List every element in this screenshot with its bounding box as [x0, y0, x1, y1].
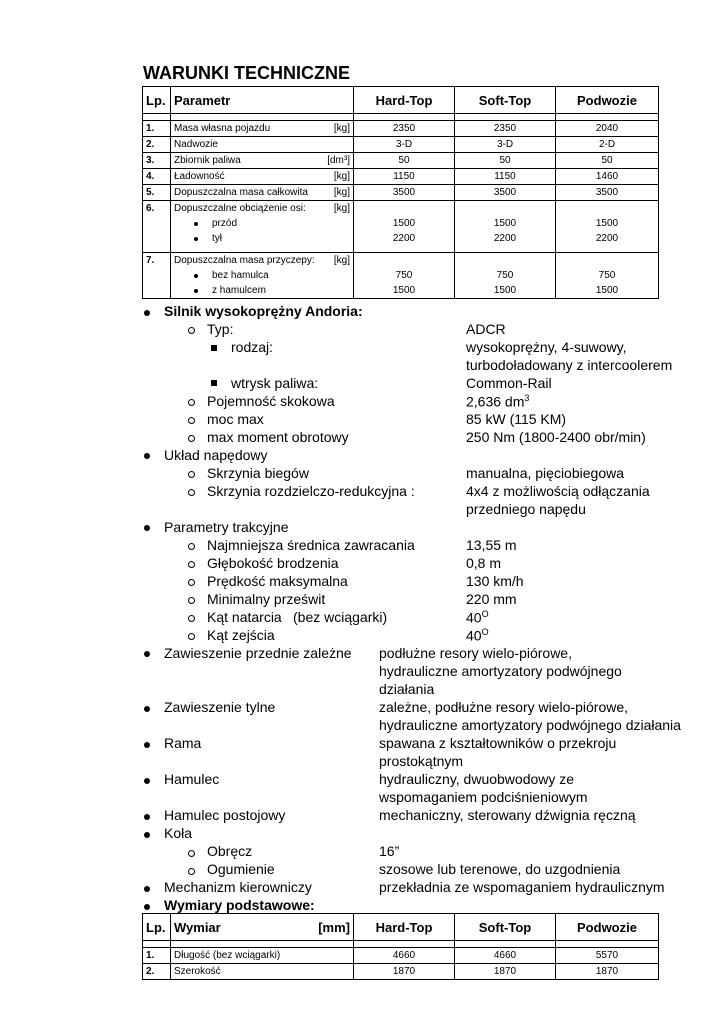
spec-value: przekładnia ze wspomaganiem hydraulicznym: [379, 879, 665, 895]
bullet-icon: [144, 706, 150, 712]
circle-bullet-icon: [188, 471, 195, 478]
circle-bullet-icon: [188, 633, 195, 640]
spec-label: Skrzynia biegów: [207, 465, 309, 481]
col-lp: Lp.: [143, 87, 171, 114]
spec-value: Common-Rail: [466, 375, 552, 391]
page-title: WARUNKI TECHNICZNE: [143, 63, 350, 83]
col-unit: [mm]: [305, 914, 354, 941]
spec-label: Zawieszenie tylne: [164, 699, 276, 715]
spec-value: hydrauliczne amortyzatory podwójnego: [379, 663, 622, 679]
spec-value: mechaniczny, sterowany dźwignia ręczną: [379, 807, 636, 823]
table-row: 5. Dopuszczalna masa całkowita [kg] 3500 3500 3500: [143, 185, 659, 201]
spec-value: prostokątnym: [379, 753, 464, 769]
spec-value: 16”: [379, 843, 400, 859]
bullet-icon: [144, 778, 150, 784]
spec-label: rodzaj:: [231, 339, 274, 355]
spec-label: max moment obrotowy: [207, 429, 349, 445]
circle-bullet-icon: [188, 327, 195, 334]
bullet-icon: [144, 904, 150, 910]
spec-note: (bez wciągarki): [293, 609, 388, 625]
bullet-icon: [144, 886, 150, 892]
circle-bullet-icon: [188, 417, 195, 424]
spec-label: Ogumienie: [207, 861, 275, 877]
spec-value: $40^O$: [466, 609, 489, 626]
spec-label: Minimalny prześwit: [207, 591, 326, 607]
square-bullet-icon: [211, 380, 217, 386]
spec-label: Hamulec postojowy: [164, 807, 286, 823]
bullet-icon: [144, 742, 150, 748]
bullet-icon: [144, 651, 150, 657]
bullet-icon: [144, 525, 150, 531]
spec-value: 85 kW (115 KM): [466, 411, 567, 427]
spec-label: Mechanizm kierowniczy: [164, 879, 312, 895]
spec-value: zależne, podłużne resory wielo-piórowe,: [379, 699, 629, 715]
col-softtop: Soft-Top: [455, 87, 556, 114]
circle-bullet-icon: [188, 850, 195, 857]
spec-label: Głębokość brodzenia: [207, 555, 339, 571]
table-row: 6. Dopuszczalne obciążenie osi: [kg] przód tył 1500 2200 1500 2200 1500 2200: [143, 201, 659, 253]
table-row: 7. Dopuszczalna masa przyczepy: [kg] bez hamulca z hamulcem 750 1500 750 1500 750 1500: [143, 253, 659, 299]
table-row: 1. Długość (bez wciągarki) 4660 4660 5570: [143, 948, 659, 964]
bullet-icon: [144, 814, 150, 820]
engine-title: Silnik wysokoprężny Andoria:: [164, 303, 363, 319]
table-row: 4. Ładowność [kg] 1150 1150 1460: [143, 169, 659, 185]
spec-value: ADCR: [466, 321, 506, 337]
col-wymiar: Wymiar: [171, 914, 305, 941]
col-podwozie: Podwozie: [556, 914, 659, 941]
bullet-icon: [194, 222, 198, 226]
circle-bullet-icon: [188, 489, 195, 496]
spec-label: Prędkość maksymalna: [207, 573, 348, 589]
spec-value: 2,636 $dm^3$: [466, 393, 530, 410]
spec-label: Hamulec: [164, 771, 220, 787]
spec-value: wysokoprężny, 4-suwowy,: [466, 339, 627, 355]
spec-value: manualna, pięciobiegowa: [466, 465, 624, 481]
spec-value: spawana z kształtowników o przekroju: [379, 735, 617, 751]
spec-label: Skrzynia rozdzielczo-redukcyjna :: [207, 483, 415, 499]
spec-value: turbodoładowany z intercoolerem: [466, 357, 673, 373]
spec-label: Kąt zejścia: [207, 627, 275, 643]
col-podwozie: Podwozie: [556, 87, 659, 114]
spec-value: 250 Nm (1800-2400 obr/min): [466, 429, 646, 445]
spec-value: szosowe lub terenowe, do uzgodnienia: [379, 861, 621, 877]
table-row: 1. Masa własna pojazdu [kg] 2350 2350 2040: [143, 121, 659, 137]
spec-label: Zawieszenie przednie zależne: [164, 645, 352, 661]
spec-label: Typ:: [207, 321, 234, 337]
circle-bullet-icon: [188, 543, 195, 550]
spec-value: podłużne resory wielo-piórowe,: [379, 645, 572, 661]
spec-value: 0,8 m: [466, 555, 502, 571]
spec-label: Najmniejsza średnica zawracania: [207, 537, 415, 553]
spec-value: hydrauliczne amortyzatory podwójnego działania: [379, 717, 681, 733]
spec-value: wspomaganiem podciśnieniowym: [379, 789, 588, 805]
table-row: 2. Szerokość 1870 1870 1870: [143, 964, 659, 980]
col-softtop: Soft-Top: [455, 914, 556, 941]
col-lp: Lp.: [143, 914, 171, 941]
section-title: Parametry trakcyjne: [164, 519, 289, 535]
spec-label: moc max: [207, 411, 264, 427]
bullet-icon: [194, 289, 198, 293]
col-param: Parametr: [171, 87, 354, 114]
bullet-icon: [194, 274, 198, 278]
circle-bullet-icon: [188, 561, 195, 568]
table-row: 3. Zbiornik paliwa [dm³] 50 50 50: [143, 153, 659, 169]
spec-label: Pojemność skokowa: [207, 393, 335, 409]
spec-value: 130 km/h: [466, 573, 524, 589]
spec-value: 220 mm: [466, 591, 517, 607]
bullet-icon: [144, 832, 150, 838]
spec-value: 4x4 z możliwością odłączania: [466, 483, 650, 499]
spec-label: Kąt natarcia: [207, 609, 282, 625]
circle-bullet-icon: [188, 579, 195, 586]
spec-value: $40^O$: [466, 627, 489, 644]
spec-value: przedniego napędu: [466, 501, 586, 517]
spec-label: Koła: [164, 825, 193, 841]
col-hardtop: Hard-Top: [354, 914, 455, 941]
col-hardtop: Hard-Top: [354, 87, 455, 114]
circle-bullet-icon: [188, 435, 195, 442]
circle-bullet-icon: [188, 399, 195, 406]
dimensions-table: [142, 913, 659, 980]
circle-bullet-icon: [188, 868, 195, 875]
technical-params-table: [142, 86, 659, 299]
table-header: [143, 87, 659, 114]
bullet-icon: [144, 453, 150, 459]
section-title: Wymiary podstawowe:: [164, 897, 315, 913]
section-title: Układ napędowy: [164, 447, 268, 463]
spec-value: hydrauliczny, dwuobwodowy ze: [379, 771, 575, 787]
bullet-icon: [194, 237, 198, 241]
spec-value: 13,55 m: [466, 537, 517, 553]
spec-label: Obręcz: [207, 843, 253, 859]
table-row: 2. Nadwozie 3-D 3-D 2-D: [143, 137, 659, 153]
square-bullet-icon: [211, 345, 217, 351]
spec-value: działania: [379, 681, 435, 697]
bullet-icon: [144, 310, 150, 316]
circle-bullet-icon: [188, 597, 195, 604]
spec-label: wtrysk paliwa:: [231, 375, 319, 391]
spec-label: Rama: [164, 735, 202, 751]
table-header: [143, 914, 659, 941]
circle-bullet-icon: [188, 615, 195, 622]
